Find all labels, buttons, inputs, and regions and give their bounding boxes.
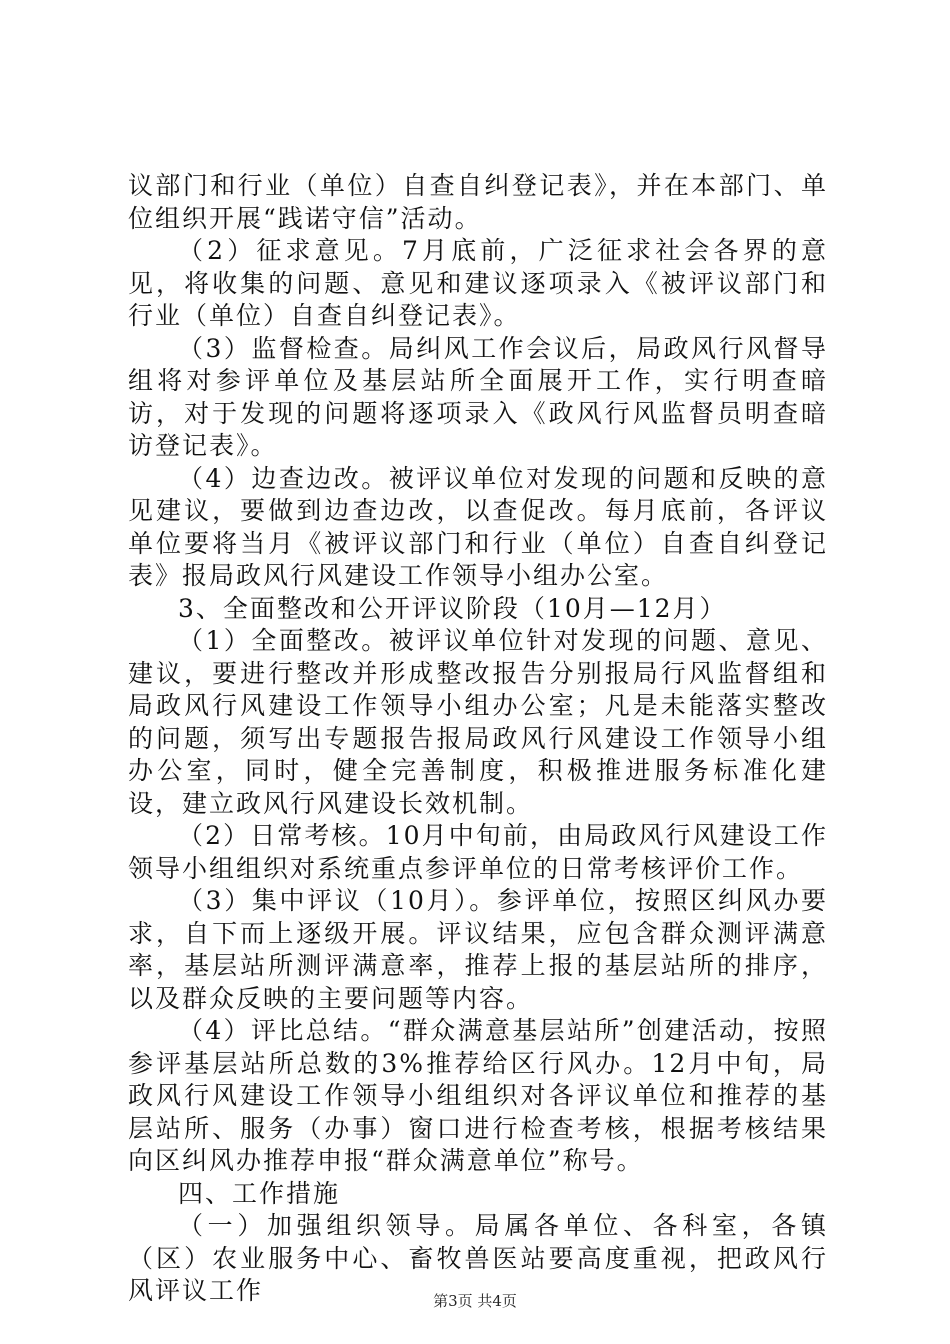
paragraph-continued: 议部门和行业（单位）自查自纠登记表》，并在本部门、单位组织开展“践诺守信”活动。	[128, 171, 828, 233]
document-body	[128, 170, 828, 1308]
section-heading-work-measures: 四、工作措施	[178, 1178, 341, 1208]
paragraph-check-and-correct: （4）边查边改。被评议单位对发现的问题和反映的意见建议，要做到边查边改，以查促改。每月底前，各评议单位要将当月《被评议部门和行业（单位）自查自纠登记表》报局政风行风建设工作领导小组办公室。	[128, 463, 828, 590]
paragraph-daily-assessment: （2）日常考核。10月中旬前，由局政风行风建设工作领导小组组织对系统重点参评单位的日常考核评价工作。	[128, 821, 828, 883]
paragraph-evaluation-summary: （4）评比总结。“群众满意基层站所”创建活动，按照参评基层站所总数的3%推荐给区行风办。12月中旬，局政风行风建设工作领导小组组织对各评议单位和推荐的基层站所、服务（办事）窗口进行检查考核，根据考核结果向区纠风办推荐申报“群众满意单位”称号。	[128, 1016, 828, 1175]
paragraph-strengthen-leadership: （一）加强组织领导。局属各单位、各科室，各镇（区）农业服务中心、畜牧兽医站要高度重视，把政风行风评议工作	[128, 1211, 828, 1305]
page-footer: 第3页 共4页	[433, 1292, 517, 1310]
paragraph-centralized-review: （3）集中评议（10月）。参评单位，按照区纠风办要求，自下而上逐级开展。评议结果，应包含群众测评满意率，基层站所测评满意率，推荐上报的基层站所的排序，以及群众反映的主要问题等内容。	[128, 886, 828, 1013]
paragraph-solicit-opinions: （2）征求意见。7月底前，广泛征求社会各界的意见，将收集的问题、意见和建议逐项录入《被评议部门和行业（单位）自查自纠登记表》。	[128, 236, 828, 330]
paragraph-full-rectification: （1）全面整改。被评议单位针对发现的问题、意见、建议，要进行整改并形成整改报告分别报局行风监督组和局政风行风建设工作领导小组办公室；凡是未能落实整改的问题，须写出专题报告报局政风行风建设工作领导小组办公室，同时，健全完善制度，积极推进服务标准化建设，建立政风行风建设长效机制。	[128, 626, 828, 818]
paragraph-supervision-check: （3）监督检查。局纠风工作会议后，局政风行风督导组将对参评单位及基层站所全面展开工作，实行明查暗访，对于发现的问题将逐项录入《政风行风监督员明查暗访登记表》。	[128, 333, 828, 460]
section-heading-rectification-phase: 3、全面整改和公开评议阶段（10月—12月）	[178, 593, 727, 623]
